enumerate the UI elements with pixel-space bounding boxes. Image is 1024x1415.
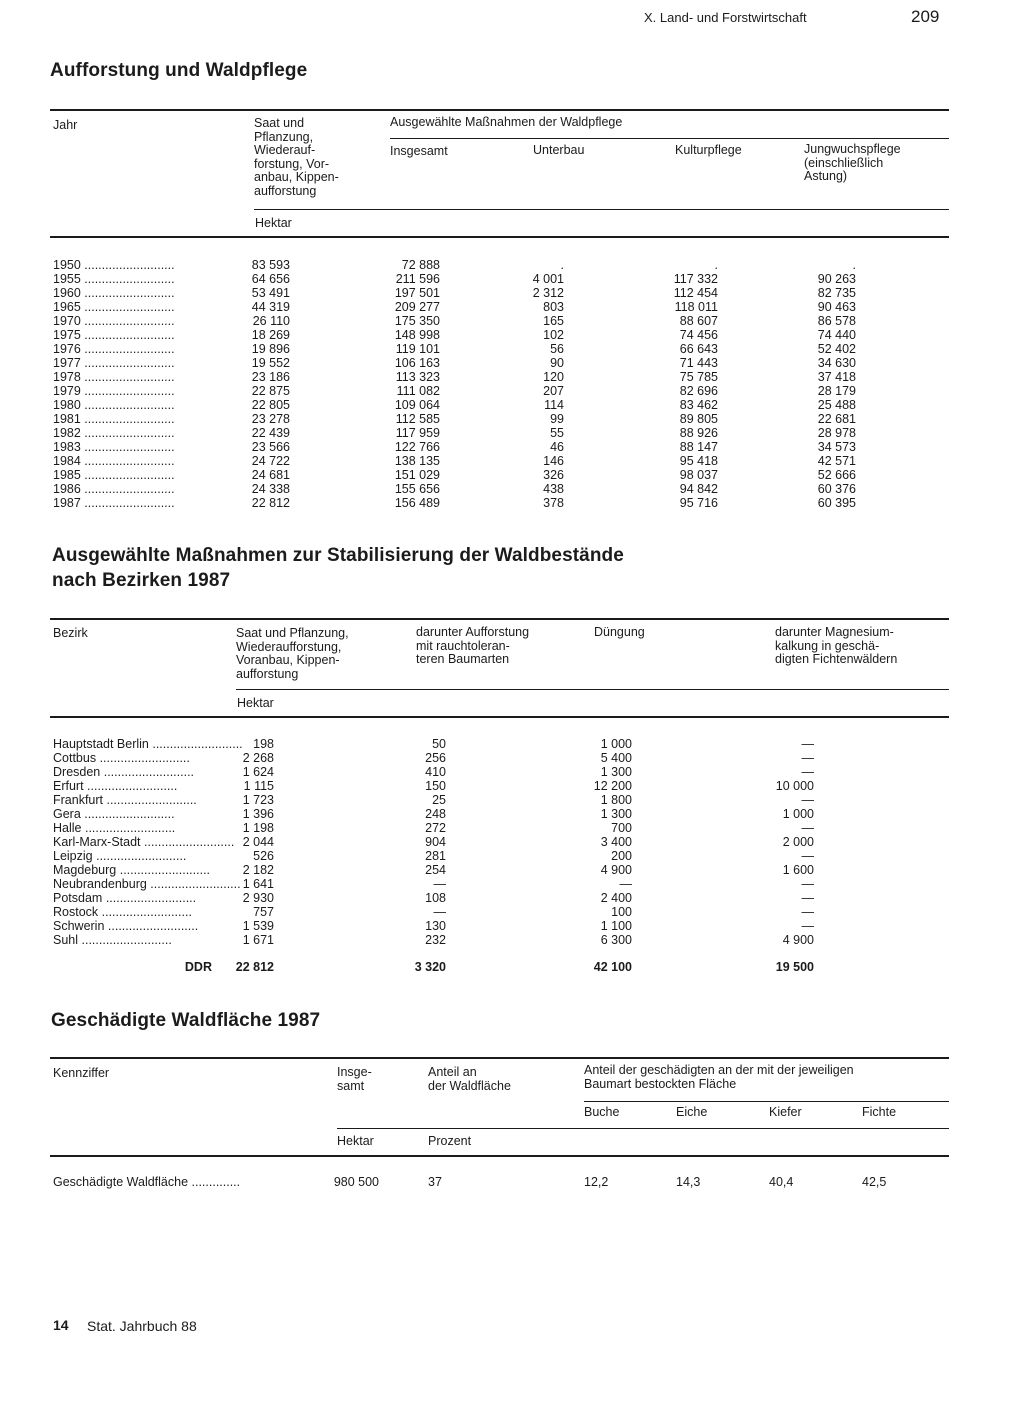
row-duengung: 5 400	[600, 751, 632, 765]
row-bezirk: Leipzig ..........................	[53, 849, 187, 863]
table2-col-duengung: Düngung	[594, 625, 645, 639]
row-unterbau: 165	[543, 314, 564, 328]
row-saat: 1 198	[242, 821, 274, 835]
running-header: X. Land- und Forstwirtschaft	[644, 10, 807, 25]
row-jungwuchspflege: 28 179	[817, 384, 856, 398]
row-kulturpflege: .	[714, 258, 718, 272]
table2-row	[0, 835, 1024, 849]
table1-col-kulturpflege: Kulturpflege	[675, 143, 742, 157]
table1-row	[0, 342, 1024, 356]
row-unterbau: 56	[550, 342, 564, 356]
table3-unit-rule	[337, 1128, 949, 1129]
table1-unit-rule	[254, 209, 949, 210]
row-bezirk: Frankfurt ..........................	[53, 793, 197, 807]
table1-row	[0, 482, 1024, 496]
row-aufforstung: 108	[425, 891, 446, 905]
row-aufforstung: —	[433, 905, 446, 919]
row-kulturpflege: 95 716	[679, 496, 718, 510]
row-saat: 83 593	[251, 258, 290, 272]
row-saat: 757	[253, 905, 274, 919]
row-duengung: 2 400	[600, 891, 632, 905]
table2-row	[0, 905, 1024, 919]
row-jungwuchspflege: 60 395	[817, 496, 856, 510]
row-duengung: 1 100	[600, 919, 632, 933]
footer-text: Stat. Jahrbuch 88	[87, 1318, 197, 1334]
row-magnesium: —	[801, 877, 814, 891]
row-duengung: 1 000	[600, 737, 632, 751]
row-year: 1950 ..........................	[53, 258, 175, 272]
table1-row	[0, 468, 1024, 482]
row-saat: 198	[253, 737, 274, 751]
table3-header-bottom-rule	[50, 1155, 949, 1157]
table1-row	[0, 272, 1024, 286]
row-bezirk: Suhl ..........................	[53, 933, 172, 947]
row-saat: 22 875	[251, 384, 290, 398]
table2-row	[0, 877, 1024, 891]
row-aufforstung: 50	[432, 737, 446, 751]
row-bezirk: Karl-Marx-Stadt ..........................	[53, 835, 235, 849]
row-unterbau: 326	[543, 468, 564, 482]
row-duengung: 700	[611, 821, 632, 835]
row-kulturpflege: 88 147	[679, 440, 718, 454]
row-kulturpflege: 82 696	[679, 384, 718, 398]
row-bezirk: Erfurt ..........................	[53, 779, 178, 793]
table1-col-jahr: Jahr	[53, 118, 78, 132]
row-saat: 23 278	[251, 412, 290, 426]
table3-col-kennziffer: Kennziffer	[53, 1066, 110, 1080]
row-aufforstung: 281	[425, 849, 446, 863]
row-bezirk: Dresden ..........................	[53, 765, 195, 779]
row-saat: 1 115	[243, 779, 274, 793]
table2-col-saat: Saat und Pflanzung, Wiederaufforstung, Voranbau, Kippen- aufforstung	[236, 626, 349, 681]
row-kiefer: 40,4	[769, 1175, 794, 1189]
row-unterbau: .	[560, 258, 564, 272]
row-unterbau: 146	[543, 454, 564, 468]
row-duengung: 4 900	[600, 863, 632, 877]
row-jungwuchspflege: 74 440	[817, 328, 856, 342]
row-saat: 53 491	[251, 286, 290, 300]
table2-row	[0, 807, 1024, 821]
row-aufforstung: 272	[425, 821, 446, 835]
row-magnesium: —	[801, 793, 814, 807]
total-aufforstung: 3 320	[414, 960, 446, 974]
table1-row	[0, 412, 1024, 426]
row-aufforstung: 410	[425, 765, 446, 779]
total-saat: 22 812	[235, 960, 274, 974]
table1-row	[0, 314, 1024, 328]
row-jungwuchspflege: 34 573	[817, 440, 856, 454]
row-saat: 23 186	[251, 370, 290, 384]
row-insgesamt: 122 766	[394, 440, 440, 454]
row-saat: 2 268	[242, 751, 274, 765]
table3-col-insgesamt: Insge- samt	[337, 1065, 372, 1093]
row-saat: 24 722	[251, 454, 290, 468]
row-unterbau: 438	[543, 482, 564, 496]
row-bezirk: Magdeburg ..........................	[53, 863, 211, 877]
table1-title: Aufforstung und Waldpflege	[50, 60, 308, 81]
table2-row	[0, 933, 1024, 947]
table1-row	[0, 496, 1024, 510]
table3-row	[0, 1175, 1024, 1189]
row-saat: 44 319	[251, 300, 290, 314]
row-duengung: 1 800	[600, 793, 632, 807]
row-label: Geschädigte Waldfläche ..............	[53, 1175, 241, 1189]
row-jungwuchspflege: 90 263	[817, 272, 856, 286]
row-aufforstung: 904	[425, 835, 446, 849]
table3-unit-prozent: Prozent	[428, 1134, 472, 1148]
row-saat: 19 896	[251, 342, 290, 356]
row-jungwuchspflege: 90 463	[817, 300, 856, 314]
row-bezirk: Halle ..........................	[53, 821, 176, 835]
row-duengung: 200	[611, 849, 632, 863]
row-insgesamt: 156 489	[394, 496, 440, 510]
row-year: 1982 ..........................	[53, 426, 175, 440]
row-jungwuchspflege: 52 666	[817, 468, 856, 482]
table2-unit: Hektar	[237, 696, 274, 710]
row-unterbau: 207	[543, 384, 564, 398]
table2-top-rule	[50, 618, 949, 620]
row-kulturpflege: 89 805	[679, 412, 718, 426]
row-year: 1985 ..........................	[53, 468, 175, 482]
row-saat: 24 681	[251, 468, 290, 482]
table1-row	[0, 328, 1024, 342]
row-insgesamt: 155 656	[394, 482, 440, 496]
row-unterbau: 46	[550, 440, 564, 454]
table1-row	[0, 398, 1024, 412]
row-duengung: 1 300	[600, 765, 632, 779]
row-aufforstung: 150	[425, 779, 446, 793]
table2-row	[0, 793, 1024, 807]
table3-group-rule	[584, 1101, 949, 1102]
row-buche: 12,2	[584, 1175, 609, 1189]
row-jungwuchspflege: 37 418	[817, 370, 856, 384]
table2-col-aufforstung: darunter Aufforstung mit rauchtoleran- teren Baumarten	[416, 625, 530, 666]
row-duengung: 3 400	[600, 835, 632, 849]
row-kulturpflege: 98 037	[679, 468, 718, 482]
row-year: 1981 ..........................	[53, 412, 175, 426]
table2-row	[0, 821, 1024, 835]
table1-unit: Hektar	[255, 216, 292, 230]
row-fichte: 42,5	[862, 1175, 887, 1189]
row-year: 1977 ..........................	[53, 356, 175, 370]
row-jungwuchspflege: .	[852, 258, 856, 272]
row-aufforstung: 25	[432, 793, 446, 807]
total-magnesium: 19 500	[775, 960, 814, 974]
table1-col-group: Ausgewählte Maßnahmen der Waldpflege	[390, 115, 623, 129]
table2-unit-rule	[236, 689, 949, 690]
row-jungwuchspflege: 34 630	[817, 356, 856, 370]
row-saat: 64 656	[251, 272, 290, 286]
row-insgesamt: 113 323	[395, 370, 440, 384]
row-insgesamt: 197 501	[394, 286, 440, 300]
row-magnesium: —	[801, 891, 814, 905]
row-jungwuchspflege: 52 402	[817, 342, 856, 356]
row-kulturpflege: 94 842	[679, 482, 718, 496]
table1-col-jungwuchspflege: Jungwuchspflege (einschließlich Astung)	[804, 142, 901, 183]
total-duengung: 42 100	[593, 960, 632, 974]
row-jungwuchspflege: 25 488	[817, 398, 856, 412]
row-unterbau: 378	[543, 496, 564, 510]
row-year: 1955 ..........................	[53, 272, 175, 286]
table3-col-buche: Buche	[584, 1105, 620, 1119]
table3-col-fichte: Fichte	[862, 1105, 897, 1119]
table1-row	[0, 384, 1024, 398]
table1-row	[0, 300, 1024, 314]
row-saat: 2 930	[242, 891, 274, 905]
row-bezirk: Hauptstadt Berlin ..........................	[53, 737, 243, 751]
row-insgesamt: 209 277	[394, 300, 440, 314]
row-year: 1984 ..........................	[53, 454, 175, 468]
table1-row	[0, 370, 1024, 384]
table3-col-anteil: Anteil an der Waldfläche	[428, 1065, 511, 1093]
row-unterbau: 803	[543, 300, 564, 314]
row-kulturpflege: 112 454	[673, 286, 718, 300]
page-number: 209	[911, 7, 940, 26]
row-saat: 22 812	[251, 496, 290, 510]
table1-header-bottom-rule	[50, 236, 949, 238]
table3-col-eiche: Eiche	[676, 1105, 708, 1119]
row-insgesamt: 106 163	[394, 356, 440, 370]
footer-number: 14	[53, 1317, 69, 1333]
row-year: 1975 ..........................	[53, 328, 175, 342]
row-year: 1978 ..........................	[53, 370, 175, 384]
row-jungwuchspflege: 28 978	[817, 426, 856, 440]
row-kulturpflege: 74 456	[679, 328, 718, 342]
table1-row	[0, 426, 1024, 440]
table1-row	[0, 258, 1024, 272]
row-kulturpflege: 88 607	[679, 314, 718, 328]
row-saat: 24 338	[251, 482, 290, 496]
row-eiche: 14,3	[676, 1175, 701, 1189]
row-unterbau: 99	[550, 412, 564, 426]
row-year: 1970 ..........................	[53, 314, 175, 328]
total-label: DDR	[184, 960, 212, 974]
row-saat: 22 439	[251, 426, 290, 440]
row-insgesamt: 148 998	[394, 328, 440, 342]
row-duengung: 6 300	[600, 933, 632, 947]
table2-col-bezirk: Bezirk	[53, 626, 88, 640]
row-saat: 1 671	[242, 933, 274, 947]
row-saat: 19 552	[251, 356, 290, 370]
row-duengung: 1 300	[600, 807, 632, 821]
row-bezirk: Gera ..........................	[53, 807, 175, 821]
row-jungwuchspflege: 82 735	[817, 286, 856, 300]
row-kulturpflege: 66 643	[679, 342, 718, 356]
row-insgesamt: 119 101	[395, 342, 440, 356]
table2-row	[0, 737, 1024, 751]
row-magnesium: —	[801, 737, 814, 751]
table2-header-bottom-rule	[50, 716, 949, 718]
table1-col-insgesamt: Insgesamt	[390, 144, 448, 158]
row-saat: 23 566	[251, 440, 290, 454]
row-year: 1976 ..........................	[53, 342, 175, 356]
row-kulturpflege: 75 785	[679, 370, 718, 384]
row-magnesium: —	[801, 905, 814, 919]
row-year: 1960 ..........................	[53, 286, 175, 300]
row-year: 1986 ..........................	[53, 482, 175, 496]
table1-group-rule	[390, 138, 949, 139]
row-insgesamt: 109 064	[394, 398, 440, 412]
row-bezirk: Neubrandenburg ..........................	[53, 877, 241, 891]
row-jungwuchspflege: 22 681	[817, 412, 856, 426]
row-unterbau: 102	[543, 328, 564, 342]
table2-row	[0, 919, 1024, 933]
row-year: 1979 ..........................	[53, 384, 175, 398]
row-kulturpflege: 95 418	[679, 454, 718, 468]
row-duengung: 12 200	[593, 779, 632, 793]
table1-row	[0, 286, 1024, 300]
row-bezirk: Cottbus ..........................	[53, 751, 190, 765]
table1-row	[0, 440, 1024, 454]
row-insgesamt: 112 585	[395, 412, 440, 426]
row-insgesamt: 980 500	[333, 1175, 379, 1189]
row-bezirk: Schwerin ..........................	[53, 919, 199, 933]
row-jungwuchspflege: 86 578	[817, 314, 856, 328]
row-insgesamt: 138 135	[394, 454, 440, 468]
table2-row	[0, 849, 1024, 863]
table2-row	[0, 765, 1024, 779]
table1-col-unterbau: Unterbau	[533, 143, 585, 157]
row-year: 1965 ..........................	[53, 300, 175, 314]
table1-row	[0, 356, 1024, 370]
row-aufforstung: —	[433, 877, 446, 891]
table2-row	[0, 751, 1024, 765]
table2-row	[0, 779, 1024, 793]
row-unterbau: 4 001	[532, 272, 564, 286]
row-saat: 1 723	[242, 793, 274, 807]
row-duengung: 100	[611, 905, 632, 919]
table3-col-group: Anteil der geschädigten an der mit der jeweiligen Baumart bestockten Fläche	[584, 1063, 854, 1091]
row-year: 1980 ..........................	[53, 398, 175, 412]
row-duengung: —	[619, 877, 632, 891]
row-unterbau: 120	[543, 370, 564, 384]
row-aufforstung: 248	[425, 807, 446, 821]
row-saat: 1 539	[242, 919, 274, 933]
table1-row	[0, 454, 1024, 468]
table3-title: Geschädigte Waldfläche 1987	[51, 1010, 321, 1031]
row-insgesamt: 151 029	[394, 468, 440, 482]
row-jungwuchspflege: 60 376	[817, 482, 856, 496]
row-magnesium: —	[801, 919, 814, 933]
row-kulturpflege: 118 011	[674, 300, 718, 314]
row-insgesamt: 117 959	[395, 426, 440, 440]
row-magnesium: —	[801, 751, 814, 765]
row-year: 1987 ..........................	[53, 496, 175, 510]
table3-col-kiefer: Kiefer	[769, 1105, 802, 1119]
row-aufforstung: 232	[425, 933, 446, 947]
row-unterbau: 90	[550, 356, 564, 370]
row-saat: 1 396	[242, 807, 274, 821]
row-saat: 22 805	[251, 398, 290, 412]
row-saat: 2 182	[242, 863, 274, 877]
table3-unit-hektar: Hektar	[337, 1134, 374, 1148]
row-saat: 18 269	[251, 328, 290, 342]
row-aufforstung: 256	[425, 751, 446, 765]
row-insgesamt: 175 350	[394, 314, 440, 328]
row-magnesium: 1 000	[782, 807, 814, 821]
table2-total-row	[0, 960, 1024, 974]
row-insgesamt: 72 888	[401, 258, 440, 272]
row-unterbau: 114	[544, 398, 564, 412]
row-saat: 526	[253, 849, 274, 863]
table2-row	[0, 863, 1024, 877]
row-kulturpflege: 117 332	[673, 272, 718, 286]
table2-title-line1: Ausgewählte Maßnahmen zur Stabilisierung der Waldbestände	[52, 545, 624, 566]
row-bezirk: Potsdam ..........................	[53, 891, 197, 905]
row-jungwuchspflege: 42 571	[817, 454, 856, 468]
table3-top-rule	[50, 1057, 949, 1059]
row-saat: 26 110	[252, 314, 290, 328]
row-magnesium: —	[801, 849, 814, 863]
row-insgesamt: 211 596	[395, 272, 440, 286]
table2-row	[0, 891, 1024, 905]
row-aufforstung: 130	[425, 919, 446, 933]
row-magnesium: 1 600	[782, 863, 814, 877]
row-insgesamt: 111 082	[396, 384, 440, 398]
row-aufforstung: 254	[425, 863, 446, 877]
row-kulturpflege: 88 926	[679, 426, 718, 440]
row-kulturpflege: 71 443	[679, 356, 718, 370]
table1-col-saat: Saat und Pflanzung, Wiederauf- forstung, Vor- anbau, Kippen- aufforstung	[254, 116, 339, 198]
row-saat: 2 044	[242, 835, 274, 849]
row-saat: 1 624	[242, 765, 274, 779]
row-bezirk: Rostock ..........................	[53, 905, 192, 919]
row-magnesium: 10 000	[775, 779, 814, 793]
row-anteil: 37	[428, 1175, 442, 1189]
row-magnesium: 4 900	[782, 933, 814, 947]
row-saat: 1 641	[242, 877, 274, 891]
table2-title-line2: nach Bezirken 1987	[52, 570, 231, 591]
row-unterbau: 2 312	[532, 286, 564, 300]
row-year: 1983 ..........................	[53, 440, 175, 454]
row-magnesium: —	[801, 765, 814, 779]
row-magnesium: —	[801, 821, 814, 835]
row-magnesium: 2 000	[782, 835, 814, 849]
row-unterbau: 55	[550, 426, 564, 440]
row-kulturpflege: 83 462	[679, 398, 718, 412]
table1-top-rule	[50, 109, 949, 111]
table2-col-magnesium: darunter Magnesium- kalkung in geschä- digten Fichtenwäldern	[775, 625, 898, 666]
